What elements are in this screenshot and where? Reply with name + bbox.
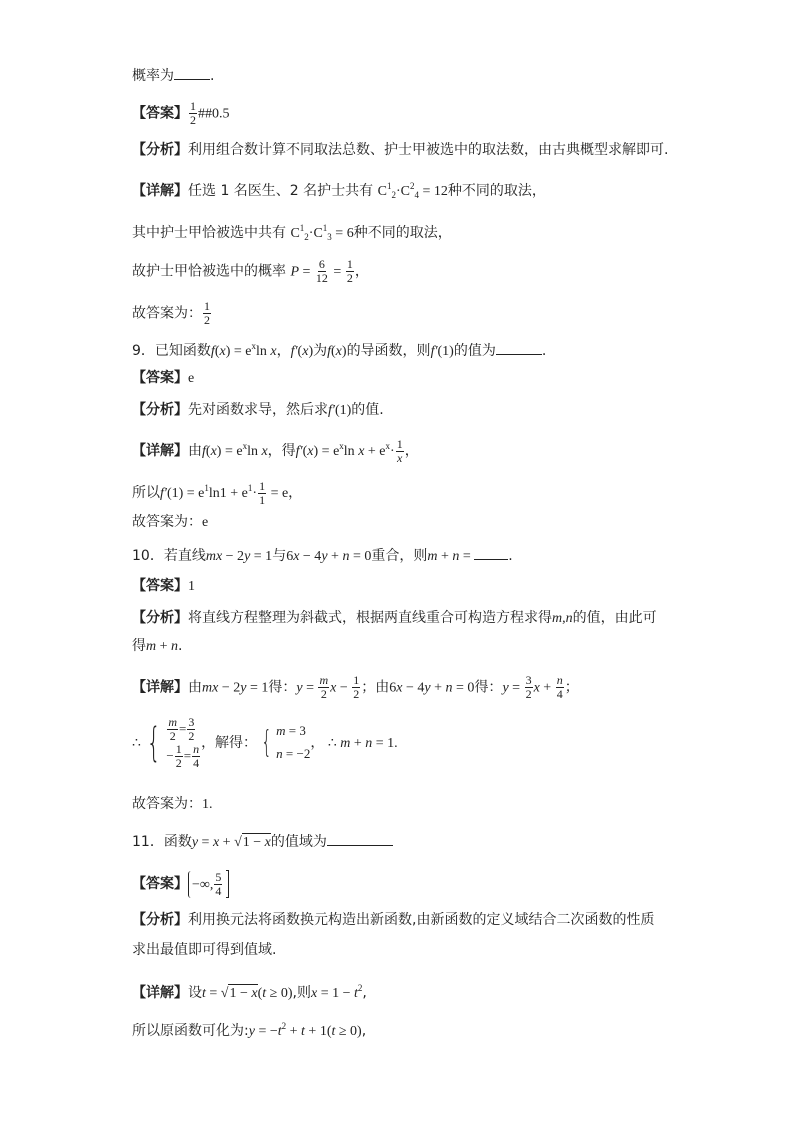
analysis-line: 【分析】先对函数求导，然后求f′(1)的值. [132, 402, 384, 418]
text-line: 求出最值即可得到值域. [132, 942, 277, 958]
answer-line: 【答案】 −∞, $\frac{5}{4}$ [132, 870, 229, 898]
conclusion-line: 故答案为： $\frac{1}{2}$ [132, 299, 210, 327]
equation-system: ∴ { $\frac{m}{2}$ = $\frac{3}{2}$ − $\frac{1}{2}$ = $\frac{n}{4}$ ，解得： { m = 3 n = −2 ， ∴ m + n = 1. [132, 715, 398, 770]
text-line: 所以$f'(1) = e^1\ln 1 + e^1\cdot$ $\frac{1}{1}$ = e， [132, 478, 303, 507]
text-line: 其中护士甲恰被选中共有 $C^1_2\cdot C^1_3 = 6$种不同的取法， [132, 223, 452, 242]
text-line: 得m + n. [132, 638, 183, 654]
question-10: 10．若直线mx − 2y = 1与6x − 4y + n = 0重合，则m + n = . [132, 548, 513, 564]
text-line: 概率为 . [132, 68, 215, 84]
text-line: 所以原函数可化为:y = $-t^2 + t + 1(t \ge 0)$, [132, 1021, 367, 1039]
text-line: 故护士甲恰被选中的概率 P = $\frac{6}{12}$ = $\frac{1}{2}$ ， [132, 257, 369, 285]
analysis-line: 【分析】将直线方程整理为斜截式，根据两直线重合可构造方程求得m,n的值，由此可 [132, 610, 657, 626]
analysis-line: 【分析】利用换元法将函数换元构造出新函数,由新函数的定义域结合二次函数的性质 [132, 912, 655, 928]
conclusion-line: 故答案为：1. [132, 796, 213, 812]
answer-line: 【答案】 $\frac{1}{2}$ ##0.5 [132, 99, 230, 127]
detail-line: 【详解】设t = √1 − x(t ≥ 0),则$x = 1 - t^2$, [132, 983, 367, 1001]
answer-blank [327, 845, 393, 846]
conclusion-line: 故答案为：e [132, 514, 209, 530]
answer-blank [474, 559, 508, 560]
question-9: 9．已知函数$f(x) = e^x\ln$ x，f′(x)为f(x)的导函数，则f′(1)的值为 . [132, 341, 547, 359]
answer-blank [174, 79, 210, 80]
answer-blank [496, 354, 542, 355]
fraction: $\frac{1}{2}$ [190, 99, 196, 127]
detail-line: 【详解】由mx − 2y = 1得：y = $\frac{m}{2}$ x − $\frac{1}{2}$ ；由6x − 4y + n = 0得：y = $\frac{3}{2}$ x + $\frac{n}{4}$ ； [132, 673, 579, 701]
analysis-line: 【分析】利用组合数计算不同取法总数、护士甲被选中的取法数，由古典概型求解即可. [132, 142, 669, 158]
detail-line: 【详解】由$f(x) = e^x\ln$ x，得$f'(x) = e^x\ln$ $x + e^x\cdot$ $\frac{1}{x}$ ， [132, 436, 419, 465]
answer-line: 【答案】1 [132, 578, 195, 594]
detail-line: 【详解】任选 1 名医生、2 名护士共有 $C^1_2\cdot C^2_4 = 12$种不同的取法， [132, 181, 546, 200]
answer-line: 【答案】e [132, 370, 195, 386]
question-11: 11．函数y = x + √1 − x的值域为 [132, 832, 393, 853]
